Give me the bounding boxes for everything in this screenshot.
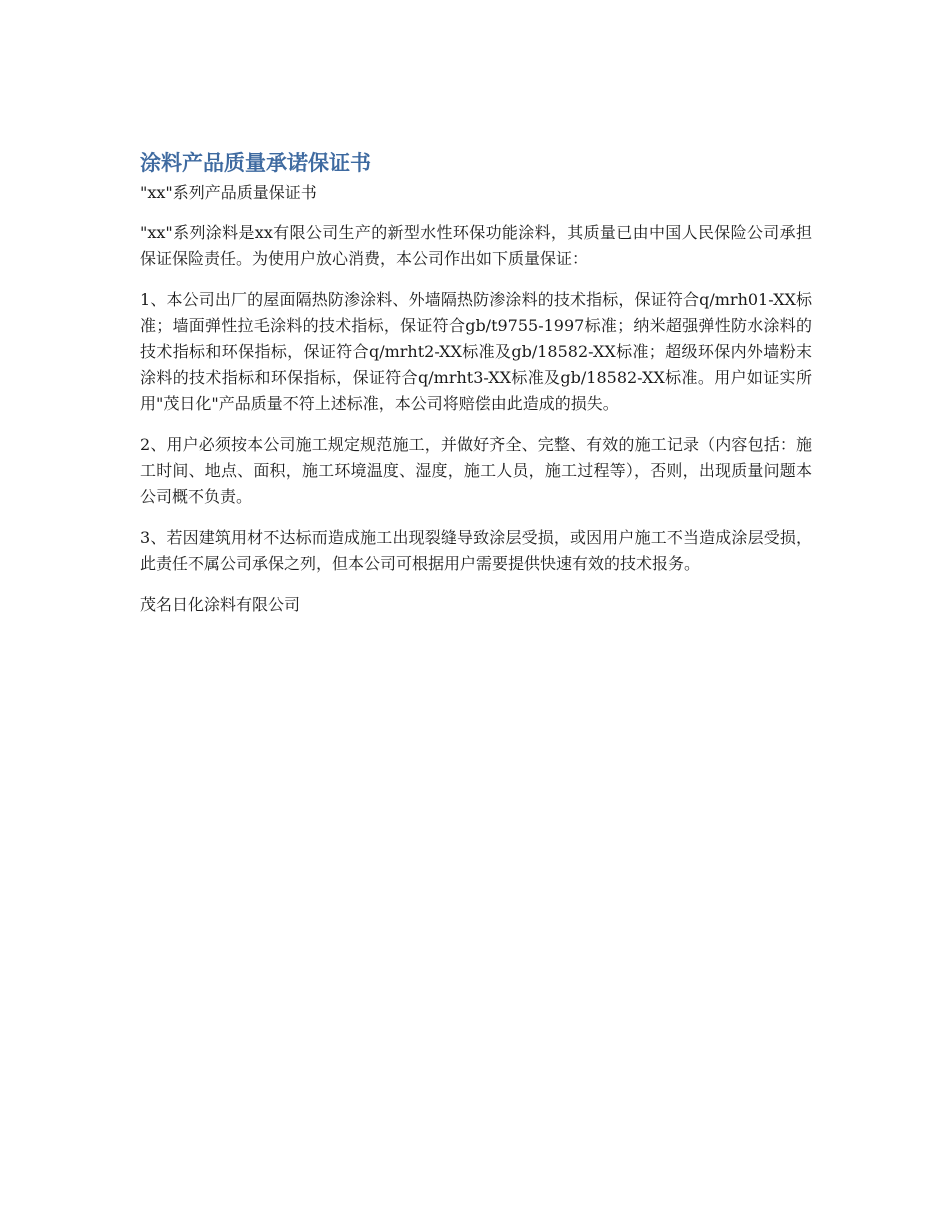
clause-1-paragraph: 1、本公司出厂的屋面隔热防渗涂料、外墙隔热防渗涂料的技术指标，保证符合q/mrh01-XX标准；墙面弹性拉毛涂料的技术指标，保证符合gb/t9755-1997标准；纳米超强弹性防水涂料的技术指标和环保指标，保证符合q/mrht2-XX标准及gb/18582-XX标准；超级环保内外墙粉末涂料的技术指标和环保指标，保证符合q/mrht3-XX标准及gb/18582-XX标准。用户如证实所用"茂日化"产品质量不符上述标准，本公司将赔偿由此造成的损失。 <box>140 290 812 413</box>
company-signature: 茂名日化涂料有限公司 <box>140 595 301 614</box>
document-page <box>140 148 812 618</box>
clause-3-paragraph: 3、若因建筑用材不达标而造成施工出现裂缝导致涂层受损，或因用户施工不当造成涂层受损，此责任不属公司承保之列，但本公司可根据用户需要提供快速有效的技术报务。 <box>140 528 812 573</box>
intro-paragraph: "xx"系列涂料是xx有限公司生产的新型水性环保功能涂料，其质量已由中国人民保险公司承担保证保险责任。为使用户放心消费，本公司作出如下质量保证： <box>140 223 812 268</box>
clause-2-paragraph: 2、用户必须按本公司施工规定规范施工，并做好齐全、完整、有效的施工记录（内容包括：施工时间、地点、面积，施工环境温度、湿度，施工人员，施工过程等），否则，出现质量问题本公司概不负责。 <box>140 435 812 506</box>
document-subtitle: "xx"系列产品质量保证书 <box>140 183 317 202</box>
document-title: 涂料产品质量承诺保证书 <box>140 151 371 175</box>
